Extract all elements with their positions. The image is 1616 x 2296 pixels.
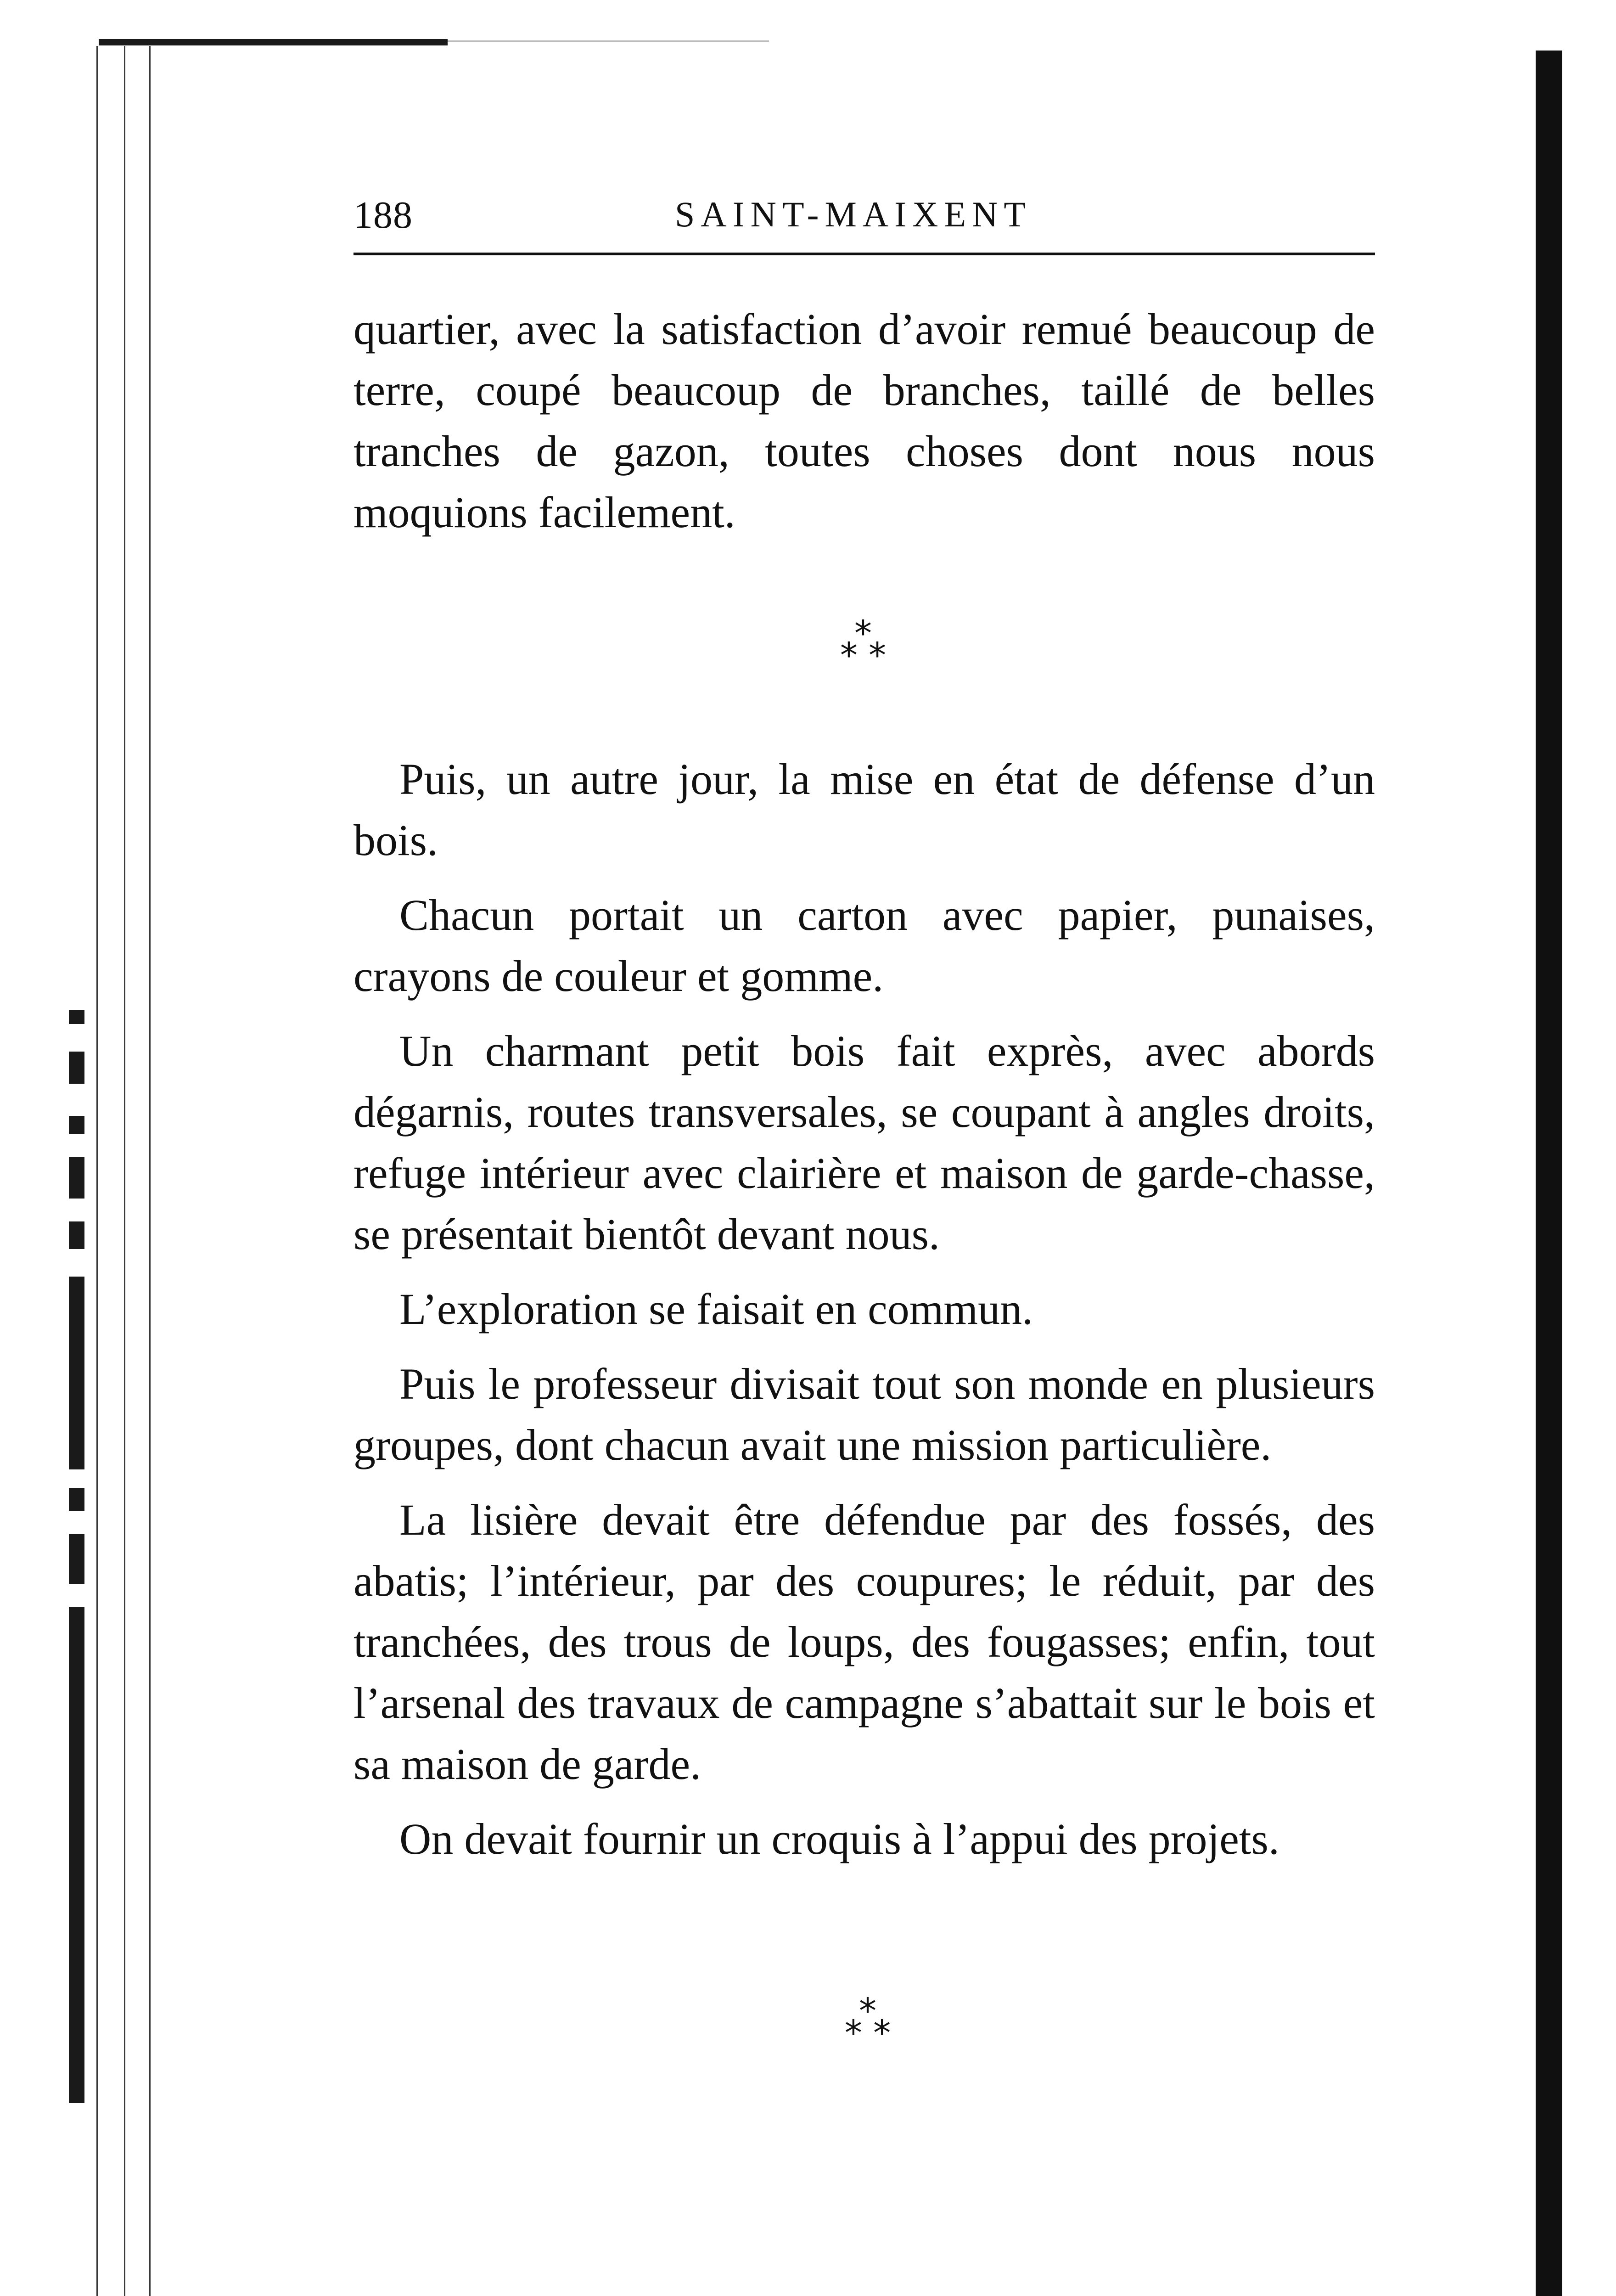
paragraph: Chacun portait un carton avec papier, punaises, crayons de couleur et gomme.	[354, 890, 1375, 1001]
closing-asterism-divider	[822, 1990, 914, 2053]
scan-edge-mark	[69, 1116, 84, 1134]
scan-edge-mark	[69, 1607, 84, 2103]
scan-edge-line	[96, 46, 98, 2296]
paragraph: Puis le professeur divisait tout son monde en plusieurs groupes, dont chacun avait une mission particulière.	[354, 1359, 1375, 1469]
opening-text	[354, 298, 1375, 557]
scan-edge-line	[149, 46, 151, 2296]
header-rule	[354, 253, 1375, 255]
paragraph: quartier, avec la satisfaction d’avoir remué beaucoup de terre, coupé beaucoup de branches, taillé de belles tranches de gazon, toutes choses dont nous nous moquions facilement.	[354, 304, 1375, 537]
scan-edge-line	[124, 46, 125, 2296]
paragraph: On devait fournir un croquis à l’appui des projets.	[399, 1814, 1279, 1863]
scan-top-edge	[99, 39, 448, 45]
scan-edge-mark	[69, 1157, 84, 1199]
page-number: 188	[354, 194, 413, 236]
asterism-glyphs: * * *	[840, 613, 887, 675]
scan-edge-mark	[69, 1277, 84, 1469]
scan-edge-mark	[69, 1488, 84, 1511]
scan-right-edge	[1536, 51, 1562, 2296]
asterism-divider	[817, 613, 909, 675]
scan-left-edge	[55, 46, 174, 2296]
scan-edge-mark	[69, 1052, 84, 1084]
section-text	[354, 748, 1375, 1883]
scan-edge-mark	[69, 1221, 84, 1249]
scan-edge-mark	[69, 1010, 84, 1024]
paragraph: Puis, un autre jour, la mise en état de défense d’un bois.	[354, 754, 1375, 865]
running-title: SAINT-MAIXENT	[675, 194, 1032, 234]
paragraph: La lisière devait être défendue par des fossés, des abatis; l’intérieur, par des coupures; le réduit, par des tranchées, des trous de loups, des fougasses; enfin, tout l’arsenal des travaux de campagne s’abattait sur le bois et sa maison de garde.	[354, 1495, 1375, 1789]
scan-edge-mark	[69, 1534, 84, 1584]
running-header	[354, 184, 1375, 243]
paragraph: L’exploration se faisait en commun.	[399, 1284, 1033, 1334]
paragraph: Un charmant petit bois fait exprès, avec abords dégarnis, routes transversales, se coupant à angles droits, refuge intérieur avec clairière et maison de garde-chasse, se présentait bientôt devant nous.	[354, 1026, 1375, 1259]
scan-top-edge-tail	[448, 40, 769, 42]
asterism-glyphs: * * *	[844, 1990, 891, 2053]
